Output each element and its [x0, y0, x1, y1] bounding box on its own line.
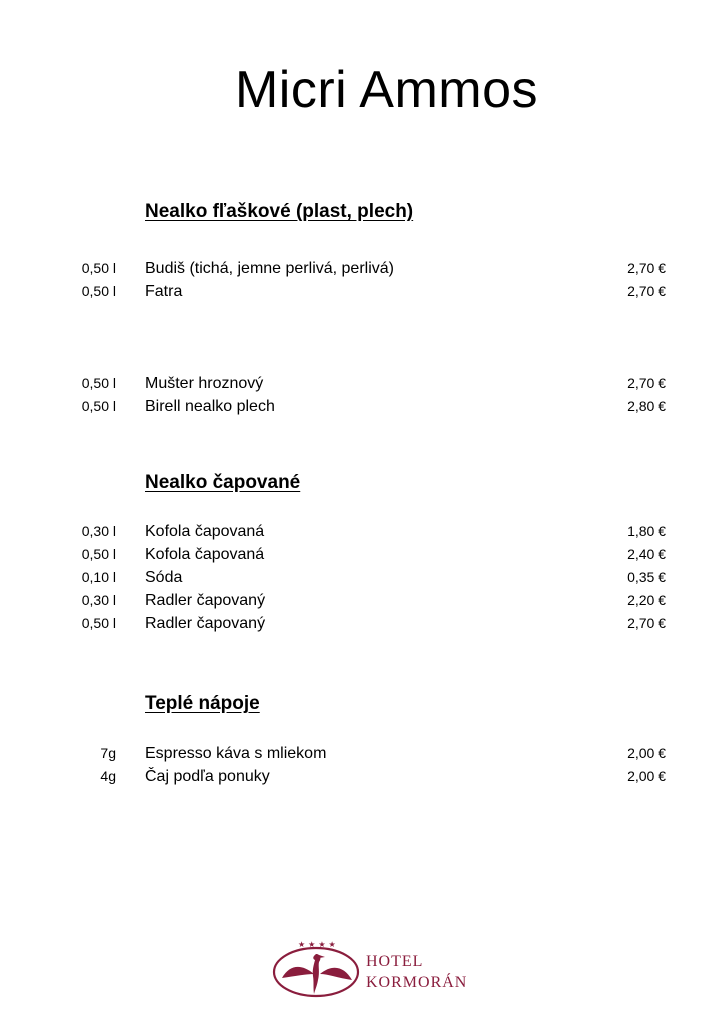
item-price: 2,70 € [627, 283, 666, 299]
item-quantity: 0,50 l [81, 283, 116, 299]
item-quantity: 0,50 l [81, 546, 116, 562]
item-name: Sóda [145, 569, 183, 586]
item-name: Kofola čapovaná [145, 546, 265, 563]
section-heading-nealko-flaskove: Nealko fľaškové (plast, plech) [145, 201, 414, 222]
item-quantity: 0,50 l [81, 615, 116, 631]
item-price: 2,40 € [627, 546, 666, 562]
hotel-name-line-1: HOTEL [366, 953, 424, 970]
item-name: Čaj podľa ponuky [145, 768, 270, 785]
item-quantity: 0,50 l [81, 260, 116, 276]
item-quantity: 0,50 l [81, 398, 116, 414]
item-quantity: 0,50 l [81, 375, 116, 391]
item-name: Radler čapovaný [145, 592, 266, 609]
hotel-logo [272, 940, 472, 1000]
item-price: 2,00 € [627, 745, 666, 761]
item-price: 2,00 € [627, 768, 666, 784]
item-price: 1,80 € [627, 523, 666, 539]
item-name: Birell nealko plech [145, 398, 275, 415]
page-title: Micri Ammos [234, 61, 539, 119]
item-name: Espresso káva s mliekom [145, 745, 327, 762]
item-price: 2,70 € [627, 615, 666, 631]
item-name: Fatra [145, 283, 183, 300]
item-name: Mušter hroznový [145, 375, 264, 392]
hotel-stars: ★★★★ [298, 940, 339, 949]
item-price: 2,70 € [627, 375, 666, 391]
item-price: 2,70 € [627, 260, 666, 276]
item-name: Kofola čapovaná [145, 523, 265, 540]
item-quantity: 0,30 l [81, 523, 116, 539]
item-quantity: 0,30 l [81, 592, 116, 608]
section-heading-teple-napoje: Teplé nápoje [145, 693, 260, 714]
item-name: Budiš (tichá, jemne perlivá, perlivá) [145, 260, 394, 277]
item-quantity: 4g [100, 768, 116, 784]
item-name: Radler čapovaný [145, 615, 266, 632]
item-quantity: 0,10 l [81, 569, 116, 585]
item-price: 2,20 € [627, 592, 666, 608]
item-price: 0,35 € [627, 569, 666, 585]
item-price: 2,80 € [627, 398, 666, 414]
section-heading-nealko-capovane: Nealko čapované [145, 472, 301, 493]
hotel-name-line-2: KORMORÁN [366, 974, 468, 991]
item-quantity: 7g [100, 745, 116, 761]
